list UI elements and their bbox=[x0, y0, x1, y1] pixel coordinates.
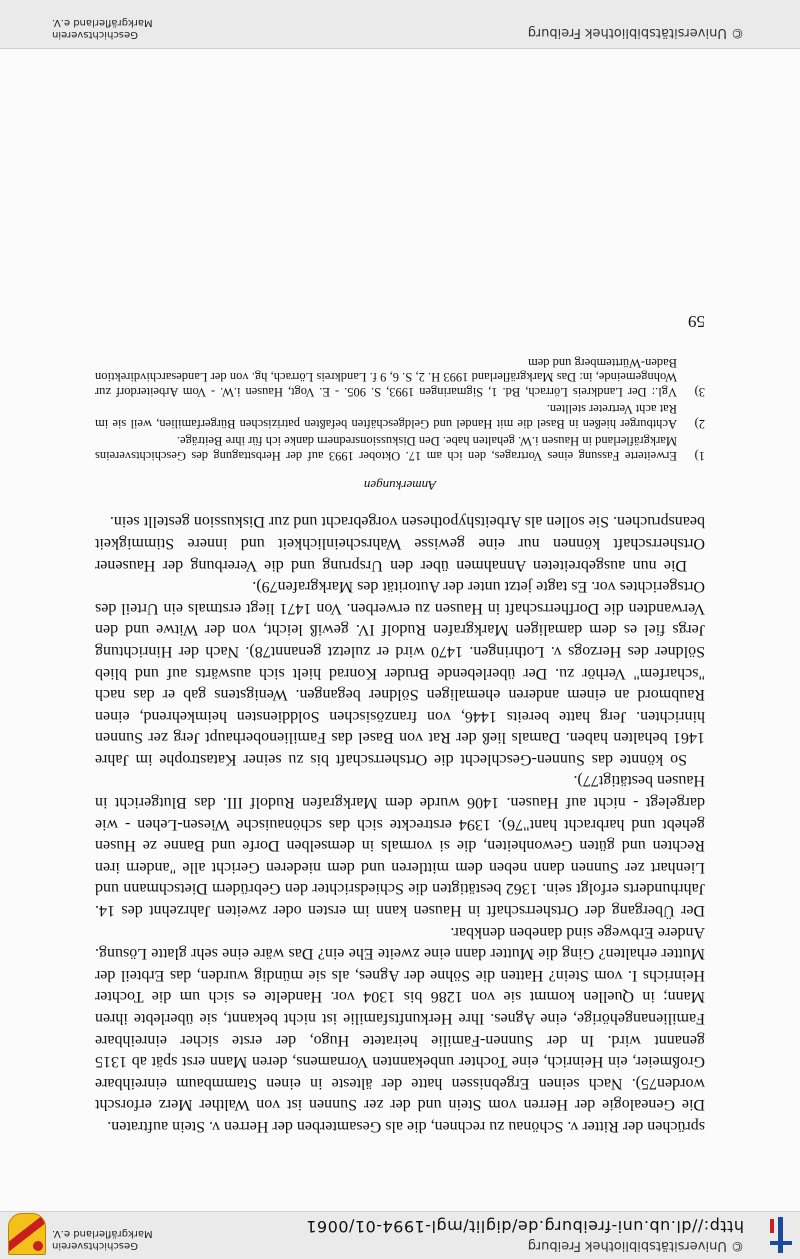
footnote bbox=[95, 402, 705, 431]
paragraph: Die Genealogie der Herren vom Stein und der zer Sunnen ist von Walther Merz erforscht worden75). Nach seinen Ergebnissen hatte der älteste in einen Stammbaum einreihbare Großmeier, ein Heinrich, eine Tochter unbekannten Vornamens, deren Mann erst spät ab 1315 genannt wird. In der Sunnen-Familie heiratete Hugo, der erste sicher einreihbare Familienangehörige, eine Agnes. Ihre Herkunftsfamilie ist nicht bekannt, sie überlebte ihren Mann; in Quellen kommt sie von 1286 bis 1304 vor. Handelte es sich um die Tochter Heinrichs I. vom Stein? Hatten die Söhne der Agnes, als sie mündig wurden, das Erbteil der Mutter erhalten? Ging die Mutter dann eine zweite Ehe ein? Das wäre eine sehr glatte Lösung. Andere Erbwege sind daneben denkbar. bbox=[95, 923, 705, 1114]
notes-heading: Anmerkungen bbox=[363, 477, 437, 493]
page-number: 59 bbox=[688, 312, 705, 332]
paragraph: Der Übergang der Ortsherrschaft in Hausen kann im ersten oder zweiten Jahrzehnt des 14. Jahrhunderts erfolgt sein. 1362 bestätigten die Schiedsrichter den Gebrüdern Dietschmann und Lienhart zer Sunnen dann neben dem mittleren und dem niederen Gericht alle "andern iren Rechten und güten Gewonheiten, die si vormals in demselben Dorfe und Banne ze Husen gehebt und harbracht hant"76). 1394 erstreckte sich das schönauische Wiesen-Lehen - wie dargelegt - nicht auf Hausen. 1406 wurde dem Markgrafen Rudolf III. das Blutgericht in Hausen bestätigt77). bbox=[95, 772, 705, 920]
paragraph: Die nun ausgebreiteten Annahmen über den Ursprung und die Vererbung der Hausener Ortsherrschaft können nur eine gewisse Wahrscheinlichkeit und innere Stimmigkeit beanspruchen. Sie sollen als Arbeitshypothesen vorgebracht und zur Diskussion gestellt sein. bbox=[95, 513, 705, 574]
paragraph: sprüchen der Ritter v. Schönau zu rechnen, die als Gesamterben der Herren v. Stein auftraten. bbox=[107, 1118, 705, 1135]
footer-society-line-1: Geschichtsverein bbox=[52, 29, 138, 40]
footnote-text: Achtburger hießen in Basel die mit Handel und Geldgeschäften befaßten patrizischen Bürgerfamilien, weil sie im Rat acht Vertreter stellten. bbox=[95, 402, 677, 431]
footnote bbox=[95, 355, 705, 399]
university-logo-icon bbox=[762, 1217, 800, 1253]
footer-society-name bbox=[52, 16, 153, 40]
library-copyright: © Universitätsbibliothek Freiburg bbox=[527, 1238, 744, 1253]
footnote-number: 3) bbox=[694, 384, 705, 399]
footnote-text: Vgl.: Der Landkreis Lörrach, Bd. 1, Sigmaringen 1993, S. 905. - E. Vogt, Hausen i.W. - Vom Arbeiterdorf zur Wohngemeinde, in: Das Markgräflerland 1993 H. 2, S. 6, 9 f. Landkreis Lörrach, hg. von der Landesarchivdirektion Baden-Württemberg und dem bbox=[95, 355, 677, 399]
document-url-link[interactable]: http://dl.ub.uni-freiburg.de/diglit/mgl-1994-01/0061 bbox=[305, 1217, 744, 1236]
footnote-text: Erweiterte Fassung eines Vortrages, den ich am 17. Oktober 1993 auf der Herbsttagung des Geschichtsvereins Markgräflerland in Hausen i.W. gehalten habe. Den Diskussionsrednern danke ich für ihre Beiträge. bbox=[95, 434, 677, 463]
page-content bbox=[95, 299, 705, 1137]
footnote-number: 1) bbox=[694, 448, 705, 463]
society-crest-icon bbox=[8, 1213, 46, 1255]
society-line-2: Markgräflerland e.V. bbox=[52, 1228, 153, 1239]
viewer-footer bbox=[0, 0, 800, 49]
society-line-1: Geschichtsverein bbox=[52, 1240, 138, 1251]
footer-society-line-2: Markgräflerland e.V. bbox=[52, 17, 153, 28]
society-name bbox=[52, 1227, 153, 1251]
footnote-number: 2) bbox=[694, 416, 705, 431]
footer-copyright: © Universitätsbibliothek Freiburg bbox=[527, 25, 744, 40]
paragraph: So könnte das Sunnen-Geschlecht die Ortsherrschaft bis zu seiner Katastrophe im Jahre 1461 behalten haben. Damals ließ der Rat von Basel das Familienoberhaupt Jerg zer Sunnen hinrichten. Jerg hatte bereits 1446, von französischen Solddiensten heimkehrend, einen Raubmord an einem anderen ehemaligen Söldner begangen. Wenigstens gab er das nach "scharfem" Verhör zu. Der überlebende Bruder Konrad hielt sich auswärts auf und blieb Söldner des Herzogs v. Lothringen. 1470 wird er zuletzt genannt78). Nach der Hinrichtung Jergs fiel es dem damaligen Markgrafen Rudolf IV. gewiß leicht, von der Witwe und den Verwandten die Dorfherrschaft in Hausen zu erwerben. Von 1471 liegt erstmals ein Urteil des Ortsgerichtes vor. Es tagte jetzt unter der Autorität des Markgrafen79). bbox=[95, 578, 705, 768]
viewer-header bbox=[0, 1211, 800, 1259]
footnote bbox=[95, 434, 705, 463]
